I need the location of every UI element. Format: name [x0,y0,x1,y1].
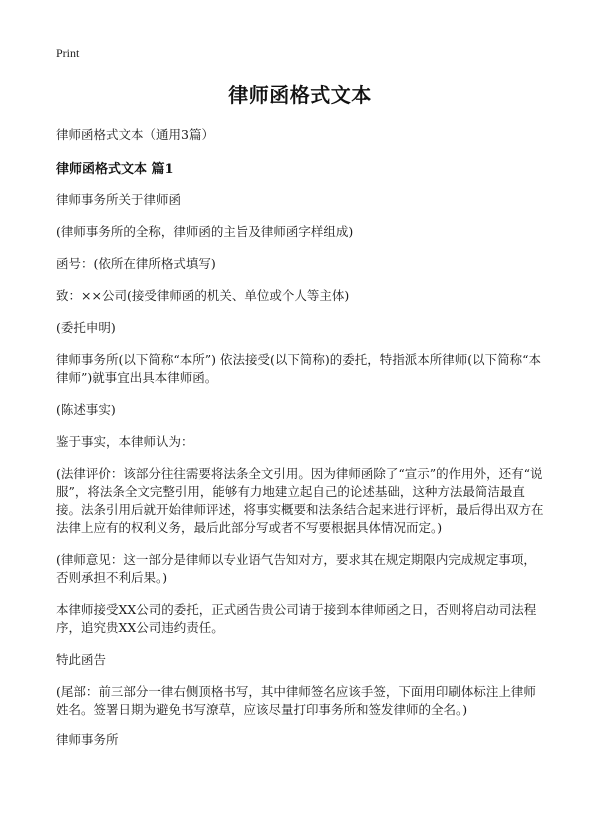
paragraph-firm-note: (律师事务所的全称，律师函的主旨及律师函字样组成) [56,224,354,239]
paragraph-firm-title: 律师事务所关于律师函 [56,192,182,207]
paragraph-recipient: 致：××公司(接受律师函的机关、单位或个人等主体) [56,288,350,303]
document-subtitle: 律师函格式文本（通用3篇） [56,127,214,142]
paragraph-letter-number: 函号：(依所在律所格式填写) [56,256,216,271]
section-heading: 律师函格式文本 篇1 [56,162,174,177]
document-title: 律师函格式文本 [228,83,372,107]
paragraph-notice: 本律师接受XX公司的委托，正式函告贵公司请于接到本律师函之日，否则将启动司法程序，追究贵XX公司违约责任。 [56,602,537,635]
paragraph-mandate-body: 律师事务所(以下简称“本所”) 依法接受(以下简称)的委托，特指派本所律师(以下简称“本律师”)就事宜出具本律师函。 [56,352,542,385]
paragraph-lawyer-opinion: (律师意见：这一部分是律师以专业语气告知对方，要求其在规定期限内完成规定事项，否则承担不利后果。) [56,552,536,585]
paragraph-closing: 特此函告 [56,652,107,667]
paragraph-legal-evaluation: (法律评价：该部分往往需要将法条全文引用。因为律师函除了“宣示”的作用外，还有“说服”，将法条全文完整引用，能够有力地建立起自己的论述基础，这种方法最简洁最直接。法条引用后就开始律师评述，将事实概要和法条结合起来进行评析，最后得出双方在法律上应有的权利义务，最后此部分写或者不写要根据具体情况而定。) [56,466,544,535]
paragraph-signature-firm: 律师事务所 [56,732,119,747]
paragraph-tail-note: (尾部：前三部分一律右侧顶格书写，其中律师签名应该手签，下面用印刷体标注上律师姓名。签署日期为避免书写潦草，应该尽量打印事务所和签发律师的全名。) [56,684,536,717]
paragraph-mandate-heading: (委托申明) [56,320,116,335]
paragraph-facts-heading: (陈述事实) [56,402,116,417]
paragraph-facts-intro: 鉴于事实，本律师认为： [56,434,194,449]
print-label: Print [56,46,80,60]
